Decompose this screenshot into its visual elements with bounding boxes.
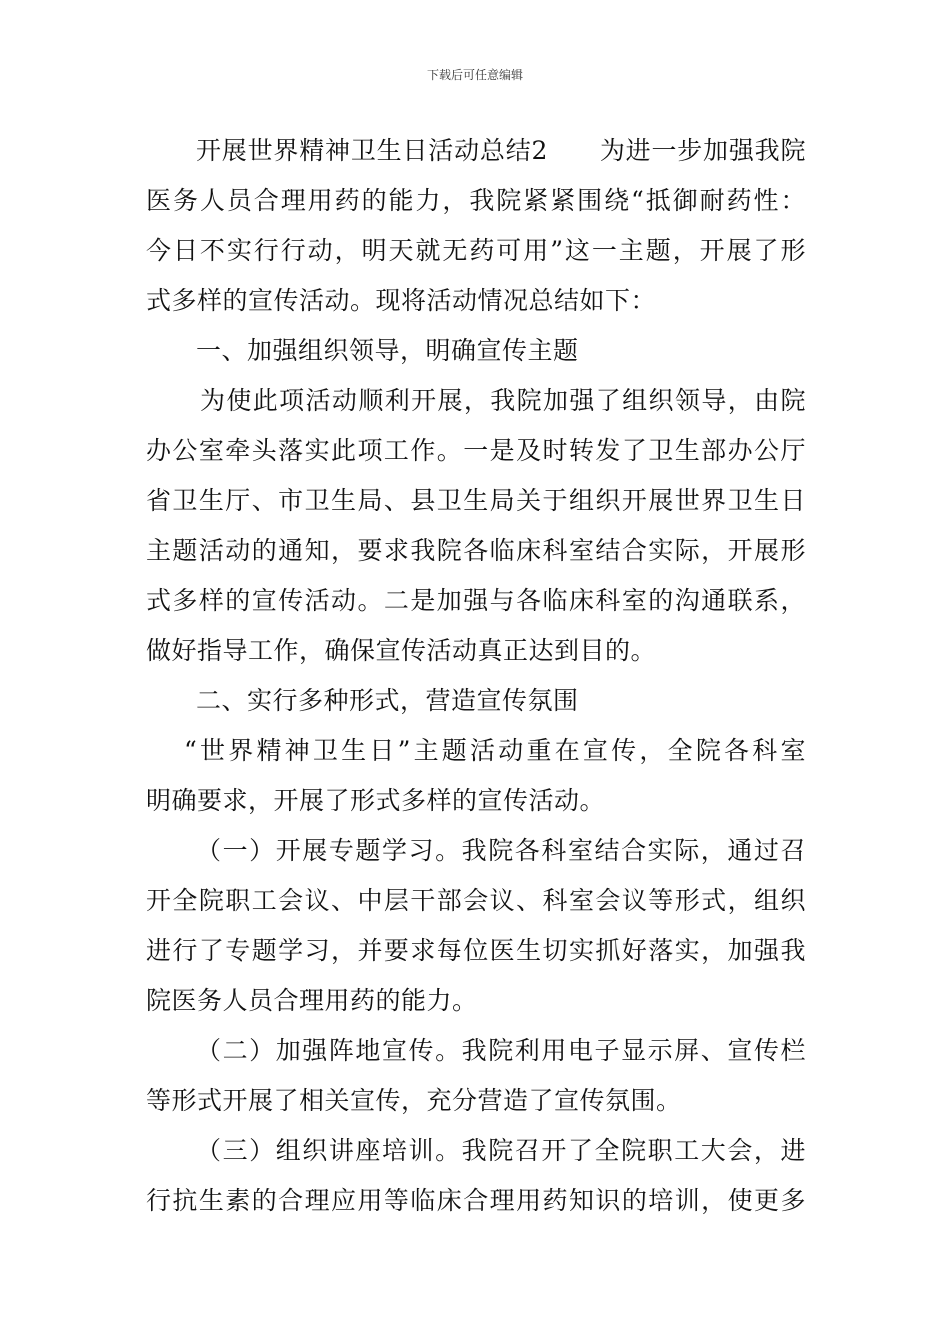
body-line: 医务人员合理用药的能力，我院紧紧围绕“抵御耐药性： [146,186,806,215]
body-line: 等形式开展了相关宣传，充分营造了宣传氛围。 [146,1086,682,1115]
body-line: 省卫生厅、市卫生局、县卫生局关于组织开展世界卫生日 [146,486,806,515]
body-line: 开全院职工会议、中层干部会议、科室会议等形式，组织 [146,886,806,915]
body-line: 式多样的宣传活动。现将活动情况总结如下： [146,286,657,315]
page-header: 下载后可任意编辑 [426,68,523,82]
body-line: 行抗生素的合理应用等临床合理用药知识的培训，使更多 [146,1186,806,1215]
section-heading: 二、实行多种形式，营造宣传氛围 [196,686,579,715]
body-line: 做好指导工作，确保宣传活动真正达到目的。 [146,636,657,665]
section-heading: 一、加强组织领导，明确宣传主题 [196,336,579,365]
body-line: 今日不实行行动，明天就无药可用”这一主题，开展了形 [146,236,806,265]
body-line: “世界精神卫生日”主题活动重在宣传，全院各科室 [184,736,806,765]
body-line: 进行了专题学习，并要求每位医生切实抓好落实，加强我 [146,936,806,965]
body-line: 明确要求，开展了形式多样的宣传活动。 [146,786,606,815]
body-line: 开展世界精神卫生日活动总结2 为进一步加强我院 [196,136,806,165]
body-line: 为使此项活动顺利开展，我院加强了组织领导，由院 [200,386,806,415]
body-line: 式多样的宣传活动。二是加强与各临床科室的沟通联系， [146,586,806,615]
body-line: （三）组织讲座培训。我院召开了全院职工大会，进 [196,1136,806,1165]
body-line: 院医务人员合理用药的能力。 [146,986,478,1015]
body-line: 办公室牵头落实此项工作。一是及时转发了卫生部办公厅 [146,436,806,465]
body-line: （二）加强阵地宣传。我院利用电子显示屏、宣传栏 [196,1036,806,1065]
body-line: 主题活动的通知，要求我院各临床科室结合实际，开展形 [146,536,806,565]
body-line: （一）开展专题学习。我院各科室结合实际，通过召 [196,836,806,865]
